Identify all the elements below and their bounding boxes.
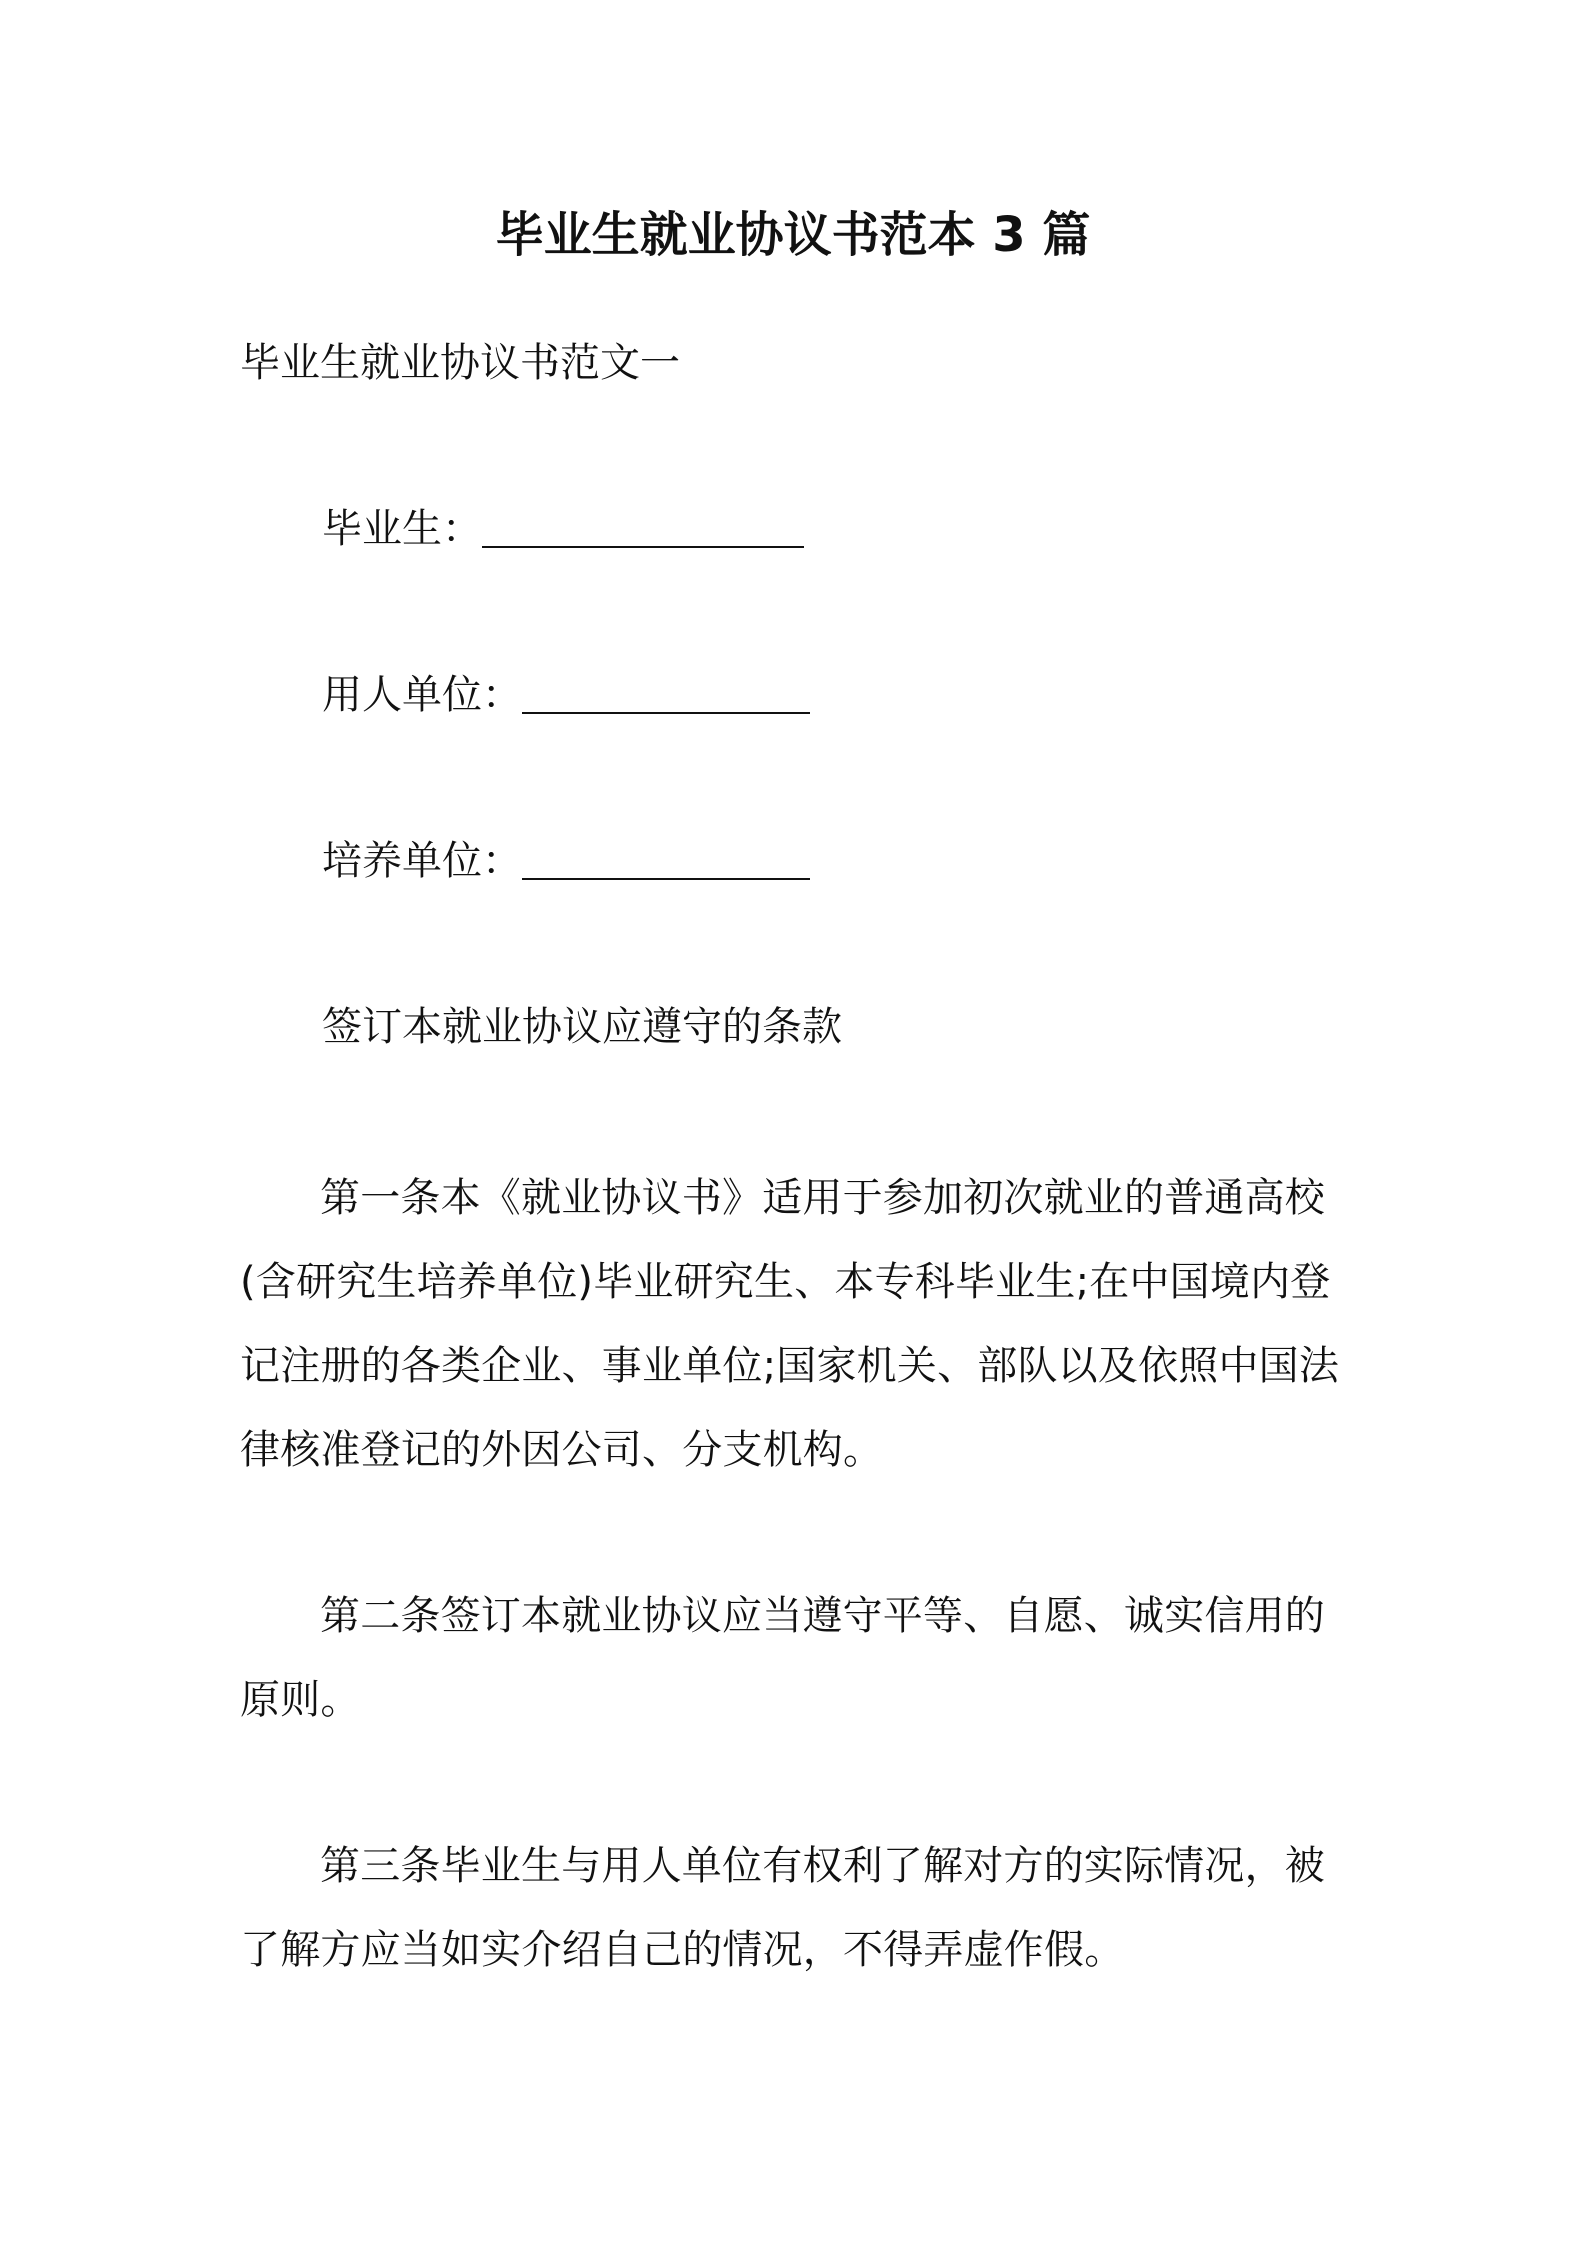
document-subheading: 毕业生就业协议书范文一 [240, 340, 680, 386]
employer-field [322, 660, 810, 730]
document-title: 毕业生就业协议书范本 3 篇 [495, 207, 1091, 263]
employer-field-label: 用人单位： [322, 672, 522, 718]
article-2: 第二条签订本就业协议应当遵守平等、自愿、诚实信用的原则。 [240, 1593, 1325, 1723]
training-unit-blank-line [522, 828, 810, 880]
employer-blank-line [522, 662, 810, 714]
graduate-field [322, 494, 804, 564]
graduate-blank-line [482, 496, 804, 548]
graduate-field-label: 毕业生： [322, 506, 482, 552]
article-1: 第一条本《就业协议书》适用于参加初次就业的普通高校(含研究生培养单位)毕业研究生、本专科毕业生;在中国境内登记注册的各类企业、事业单位;国家机关、部队以及依照中国法律核准登记的外因公司、分支机构。 [240, 1175, 1340, 1473]
training-unit-field-label: 培养单位： [322, 838, 522, 884]
article-3: 第三条毕业生与用人单位有权利了解对方的实际情况，被了解方应当如实介绍自己的情况，不得弄虚作假。 [240, 1843, 1325, 1973]
training-unit-field [322, 826, 810, 896]
section-heading: 签订本就业协议应遵守的条款 [322, 1004, 842, 1050]
